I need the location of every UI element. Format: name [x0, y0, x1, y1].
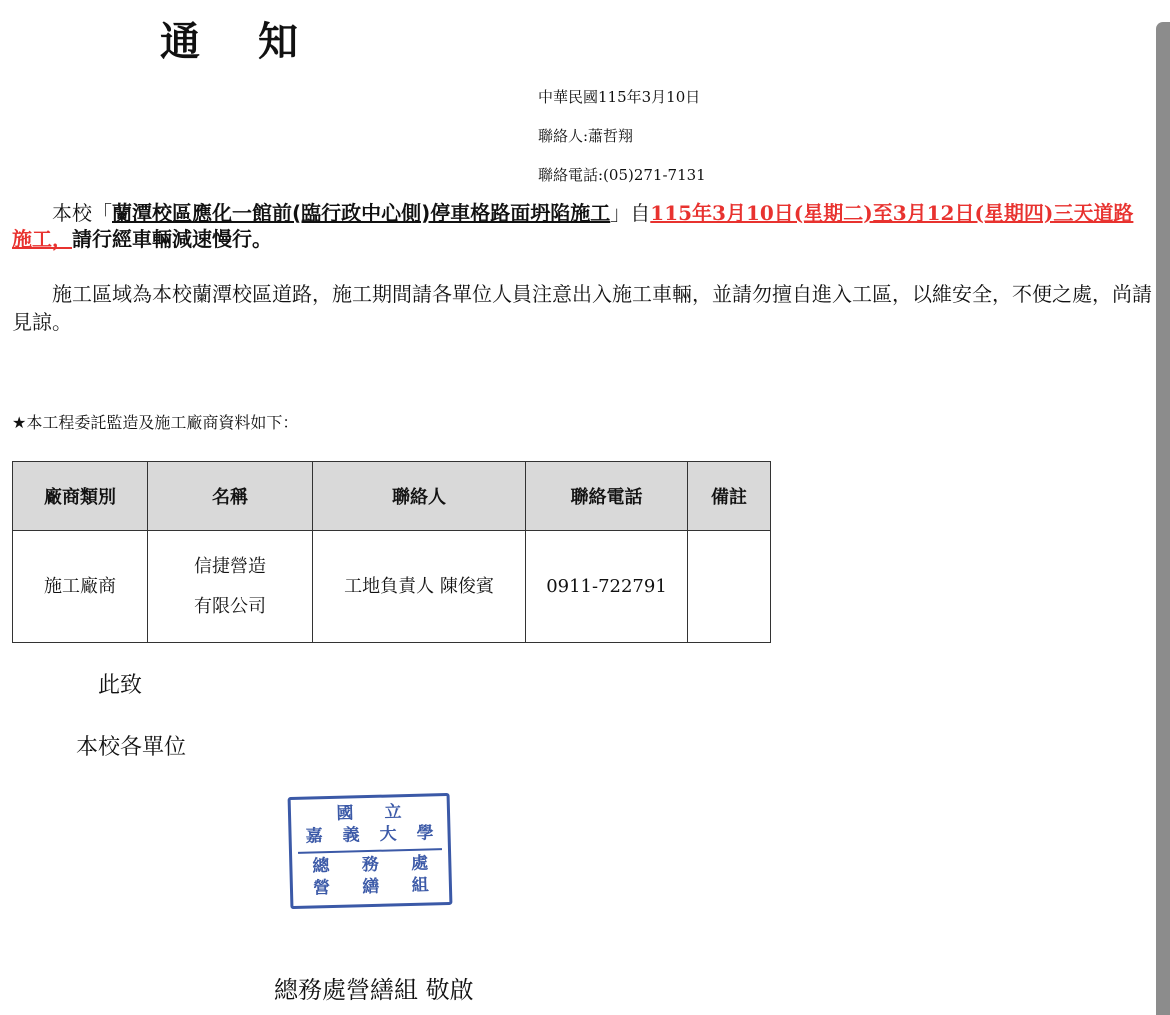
cell-category: 施工廠商: [13, 531, 148, 643]
para1-mid: 」自: [610, 201, 651, 225]
seal-row-2: 嘉 義 大 學: [305, 823, 434, 847]
table-row: [13, 531, 771, 643]
vendor-table: [12, 461, 771, 643]
notice-title: 通知: [160, 19, 356, 65]
cell-phone: 0911-722791: [526, 531, 688, 643]
header-phone: 聯絡電話: [526, 462, 688, 531]
vertical-scrollbar[interactable]: [1156, 22, 1170, 1015]
seal-row-4: 營 繕 組: [312, 875, 429, 899]
cell-contact: 工地負責人 陳俊賓: [313, 531, 526, 643]
signature-line: 總務處營繕組 敬啟: [274, 976, 474, 1004]
safety-paragraph: 施工區域為本校蘭潭校區道路，施工期間請各單位人員注意出入施工車輛，並請勿擅自進入工區，以維安全，不便之處，尚請見諒。: [12, 282, 1152, 334]
seal-row-1: 國 立: [336, 802, 402, 824]
closing-salutation: 此致: [98, 673, 143, 698]
vendor-note: ★本工程委託監造及施工廠商資料如下：: [12, 413, 299, 432]
announcement-paragraph: [12, 200, 1152, 252]
cell-name-line2: 有限公司: [194, 595, 266, 617]
slow-down-request: 請行經車輛減速慢行。: [72, 227, 272, 251]
notice-date: 中華民國115年3月10日: [538, 88, 701, 106]
project-name: 蘭潭校區應化一館前(臨行政中心側)停車格路面坍陷施工: [112, 201, 611, 225]
para1-prefix: 本校「: [52, 201, 112, 225]
header-contact: 聯絡人: [313, 462, 526, 531]
seal-row-3: 總 務 處: [312, 853, 429, 877]
construction-schedule: 115年3月10日(星期二)至3月12日(星期四)三天道路施工，: [12, 201, 1134, 251]
cell-name-line1: 信捷營造: [194, 555, 266, 577]
closing-recipient: 本校各單位: [76, 735, 187, 760]
header-name: 名稱: [148, 462, 313, 531]
table-header-row: [13, 462, 771, 531]
header-note: 備註: [688, 462, 771, 531]
official-seal-stamp: [288, 793, 453, 909]
cell-note: [688, 531, 771, 643]
notice-phone: 聯絡電話:(05)271-7131: [538, 166, 706, 184]
header-category: 廠商類別: [13, 462, 148, 531]
cell-name: [148, 531, 313, 643]
notice-contact: 聯絡人:蕭哲翔: [538, 127, 634, 145]
